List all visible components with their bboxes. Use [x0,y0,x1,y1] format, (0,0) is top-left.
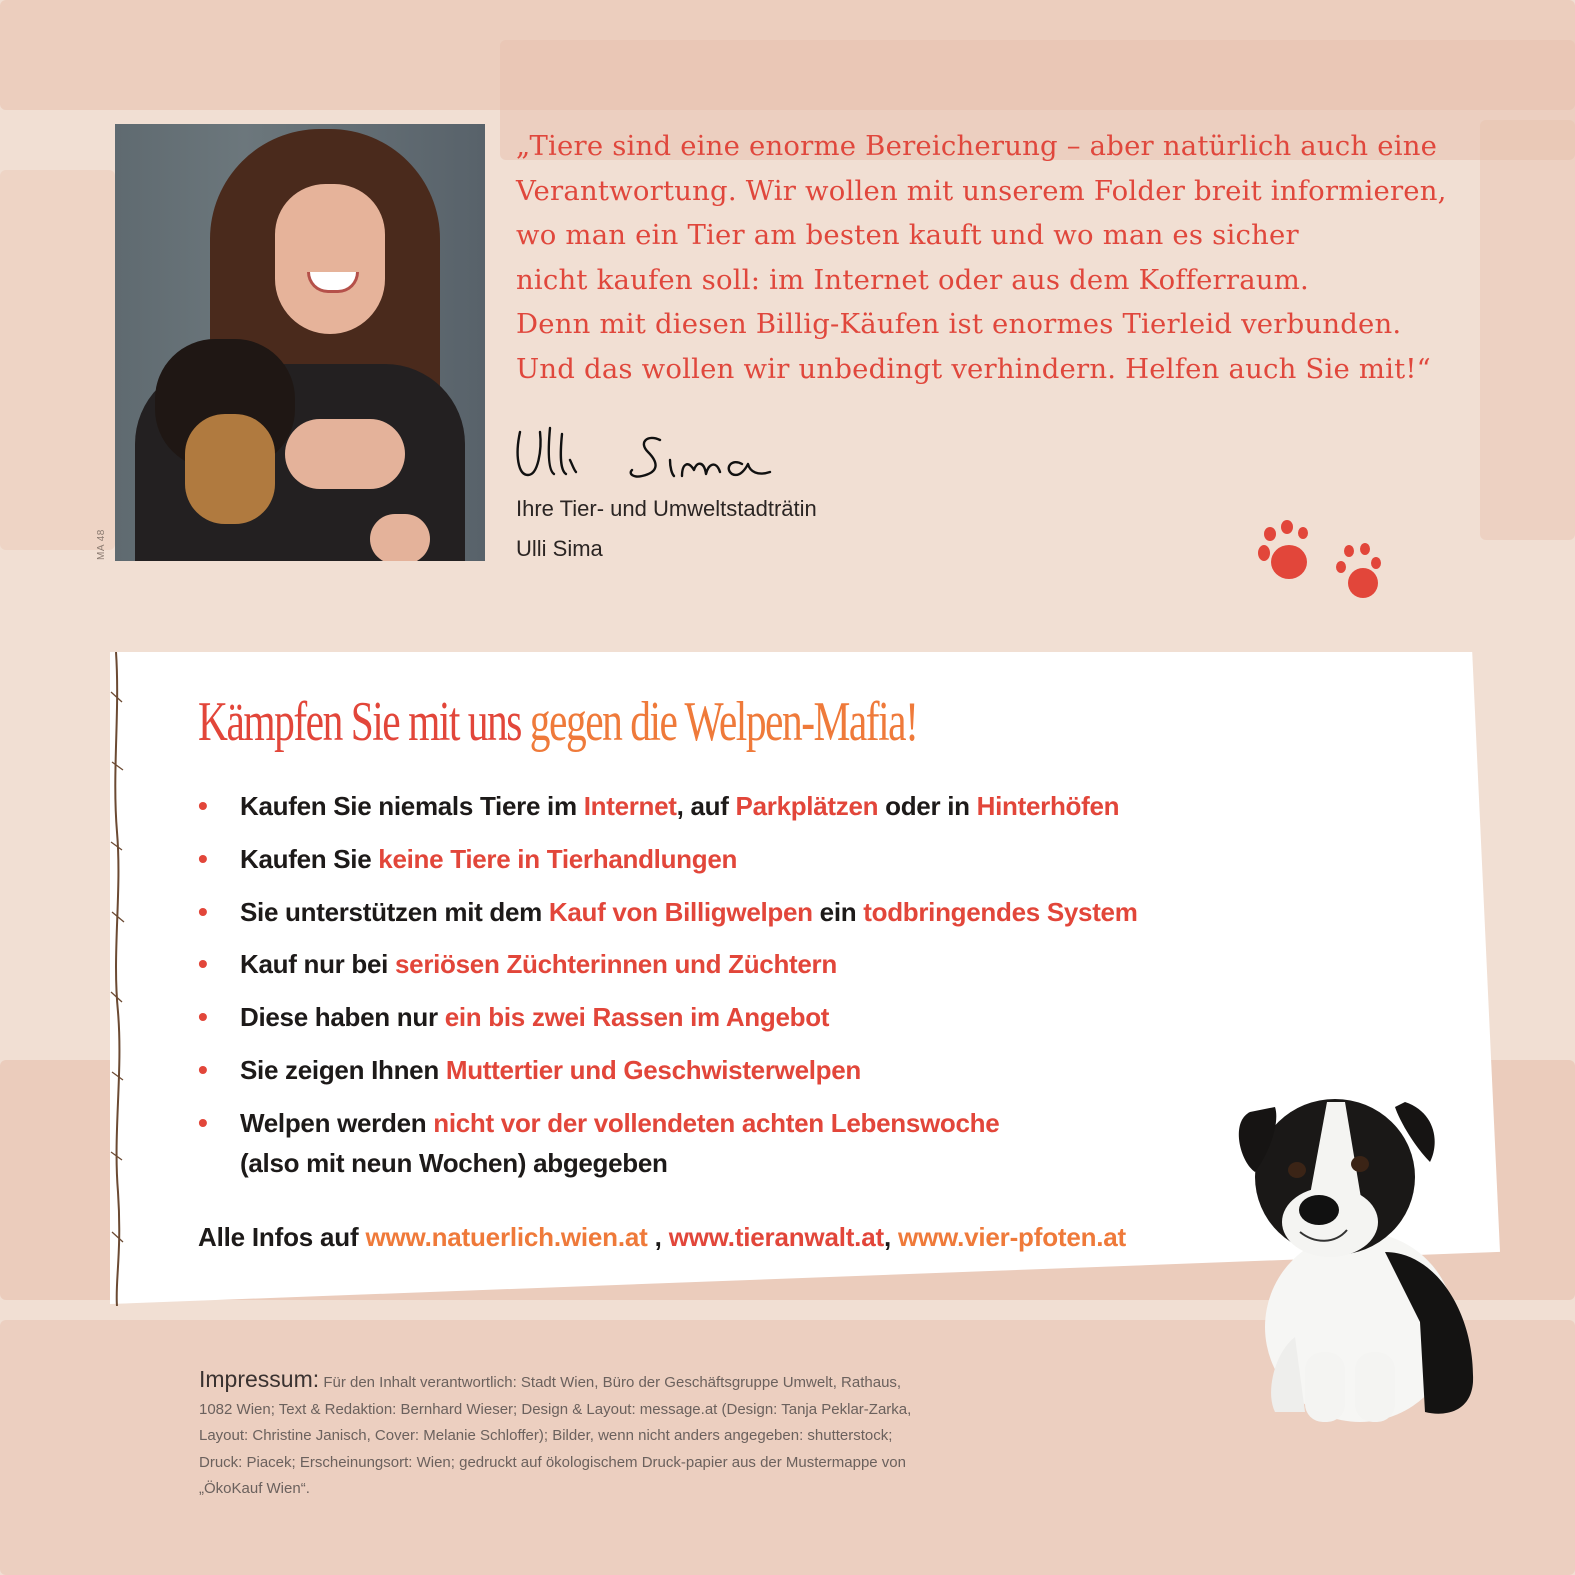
list-item: • Kaufen Sie keine Tiere in Tierhandlungen [198,833,1138,886]
headline-part-red: Kämpfen Sie mit uns [198,691,530,753]
quote-line: „Tiere sind eine enorme Bereicherung – aber natürlich auch eine [516,130,1438,162]
handwritten-signature [510,420,780,490]
bg-stroke [0,170,115,550]
links-prefix: Alle Infos auf [198,1222,366,1252]
list-item: • Kaufen Sie niemals Tiere im Internet, auf Parkplätzen oder in Hinterhöfen [198,780,1138,833]
paw-print-icon [1333,541,1389,603]
link-tieranwalt[interactable]: www.tieranwalt.at [668,1222,884,1252]
list-item: • Kauf nur bei seriösen Züchterinnen und Züchtern [198,938,1138,991]
puppy-image [1235,1082,1485,1427]
list-item: • Sie zeigen Ihnen Muttertier und Geschwisterwelpen [198,1044,1138,1097]
quote-line: Verantwortung. Wir wollen mit unserem Folder breit informieren, [516,174,1447,207]
quote-line: wo man ein Tier am besten kauft und wo man es sicher [516,219,1299,251]
link-natuerlich-wien[interactable]: www.natuerlich.wien.at [365,1222,648,1252]
bg-stroke [1480,120,1575,540]
advice-list [198,780,1138,1150]
rope-border [108,652,132,1306]
impressum-text: Für den Inhalt verantwortlich: Stadt Wien, Büro der Geschäftsgruppe Umwelt, Rathaus, 1082 Wien; Text & Redaktion: Bernhard Wieser; Design & Layout: message.at (Design: Tanja Peklar-Zarka, Layout: Christine Janisch, Cover: Melanie Schloffer); Bilder, wenn nicht anders angegeben: shutterstock; Druck: Piacek; Erscheinungsort: Wien; gedruckt auf ökologischem Druck-papier aus der Mustermappe von „ÖkoKauf Wien“. [199,1374,912,1497]
impressum-label: Impressum: [199,1366,320,1392]
portrait-photo [115,124,485,561]
links-line: Alle Infos auf www.natuerlich.wien.at , www.tieranwalt.at, www.vier-pfoten.at [198,1222,1127,1252]
paw-print-icon [1256,519,1322,583]
quote-line: Und das wollen wir unbedingt verhindern. Helfen auch Sie mit!“ [516,352,1431,385]
list-item: • Diese haben nur ein bis zwei Rassen im Angebot [198,991,1138,1044]
headline [198,690,917,754]
list-item: • Welpen werden nicht vor der vollendeten achten Lebenswoche [198,1097,1138,1150]
impressum [199,1366,929,1503]
list-item-continuation: (also mit neun Wochen) abgegeben [240,1148,668,1178]
list-item: • Sie unterstützen mit dem Kauf von Billigwelpen ein todbringendes System [198,886,1138,939]
headline-part-orange: gegen die Welpen-Mafia! [529,691,918,753]
signatory-name: Ulli Sima [516,536,603,561]
quote [516,124,1476,391]
photo-credit: MA 48 [96,529,107,560]
link-vier-pfoten[interactable]: www.vier-pfoten.at [898,1222,1127,1252]
quote-line: nicht kaufen soll: im Internet oder aus dem Kofferraum. [516,263,1309,296]
quote-line: Denn mit diesen Billig-Käufen ist enormes Tierleid verbunden. [516,308,1402,340]
signatory-role: Ihre Tier- und Umweltstadträtin [516,496,817,521]
